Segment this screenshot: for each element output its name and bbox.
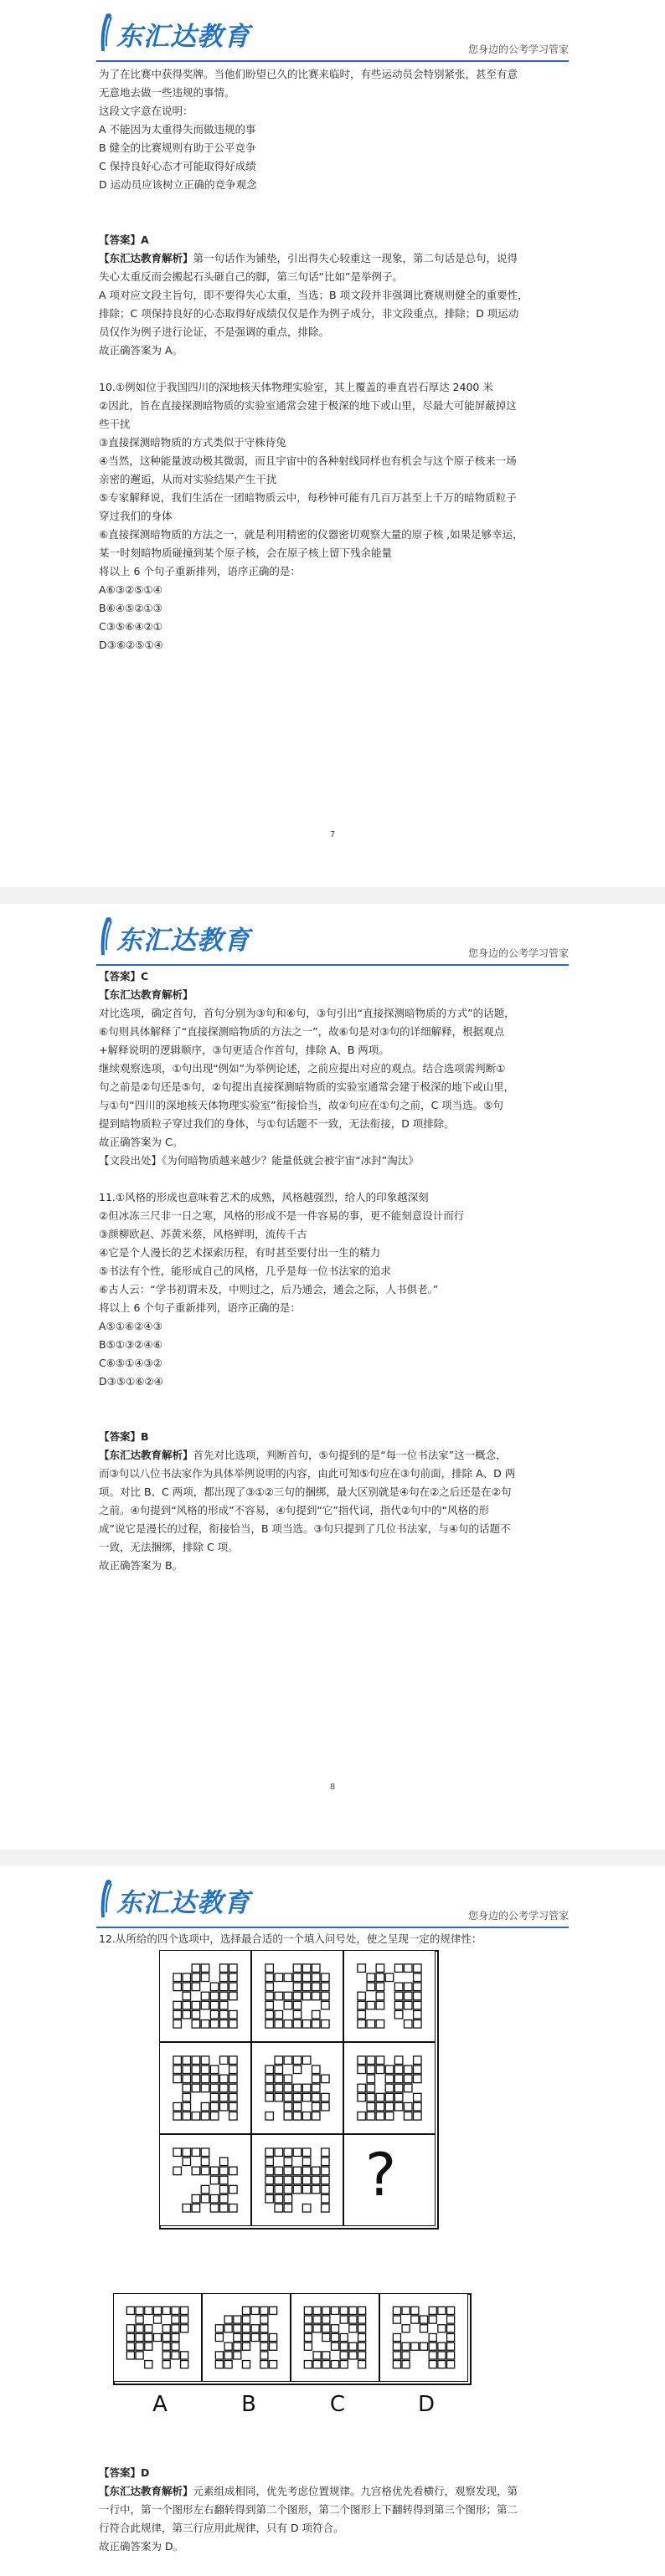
header-tagline: 您身边的公考学习管家 — [467, 44, 569, 55]
analysis-line: 故正确答案为 C。 — [99, 1136, 183, 1148]
analysis-line: 【东汇达教育解析】第一句话作为铺垫，引出得失心较重这一现象，第二句话是总句，说得 — [99, 252, 518, 264]
option-label-d[interactable]: D — [417, 2392, 436, 2417]
puzzle-cell — [343, 2042, 436, 2134]
analysis-line: 【东汇达教育解析】首先对比选项，判断首句，⑤句提到的是“每一位书法家”这一概念， — [99, 1449, 507, 1461]
puzzle-cell — [251, 2042, 343, 2134]
analysis-label: 【东汇达教育解析】 — [99, 1449, 193, 1461]
text-line: 无意地去做一些违规的事情。 — [99, 86, 235, 99]
answer-line: 【答案】A — [99, 233, 149, 246]
source-line: 【文段出处】《为何暗物质越来越少？能量低就会被宇宙“冰封”淘汰》 — [99, 1154, 419, 1167]
analysis-line: 一致，无法捆绑，排除 C 项。 — [99, 1541, 239, 1553]
question-line: 穿过我们的身体 — [99, 510, 173, 522]
analysis-line: 故正确答案为 A。 — [99, 344, 183, 357]
option-row — [113, 2293, 472, 2385]
question-line: ②因此，旨在直接探测暗物质的实验室通常会建于极深的地下或山里，尽最大可能屏蔽掉这 — [99, 399, 517, 412]
option-figure[interactable] — [291, 2293, 379, 2382]
page-header — [96, 12, 569, 62]
brand-logo — [96, 12, 250, 55]
question-line: 将以上 6 个句子重新排列，语序正确的是： — [99, 565, 301, 577]
analysis-line: 对比选项，确定首句，首句分别为③句和⑥句，③句引出“直接探测暗物质的方式”的话题， — [99, 1007, 515, 1019]
pen-logo-icon — [96, 916, 115, 958]
brand-logo — [96, 1878, 250, 1922]
block-pattern-figure — [160, 2043, 250, 2133]
text-line: 为了在比赛中获得奖牌。当他们盼望已久的比赛来临时，有些运动员会特别紧张，甚至有意 — [99, 68, 518, 80]
analysis-line: 一行中，第一个图形左右翻转得到第二个图形，第二个图形上下翻转得到第三个图形；第二 — [99, 2503, 518, 2516]
analysis-line: +解释说明的逻辑顺序，③句更适合作首句，排除 A、B 两项。 — [99, 1044, 389, 1056]
block-pattern-figure — [344, 2043, 435, 2133]
block-pattern-figure — [114, 2294, 201, 2381]
question-line: ③颜柳欧赵、苏黄米蔡，风格鲜明，流传千古 — [99, 1228, 307, 1240]
analysis-line: 之前。④句提到“风格的形成”不容易，④句提到“它”指代词，指代②句中的“风格的形 — [99, 1504, 489, 1516]
question-line: 11.①风格的形成也意味着艺术的成熟，风格越强烈，给人的印象越深刻 — [99, 1191, 429, 1203]
analysis-line: 行符合此规律，第三行应用此规律，只有 D 项符合。 — [99, 2522, 344, 2534]
document-page-7 — [0, 0, 665, 887]
page-header — [96, 1878, 569, 1928]
analysis-line: 故正确答案为 B。 — [99, 1559, 183, 1572]
option-line: B 健全的比赛规则有助于公平竞争 — [99, 141, 256, 154]
page-header — [96, 916, 569, 966]
page-number: 7 — [329, 830, 336, 839]
analysis-line: 故正确答案为 D。 — [99, 2540, 184, 2553]
analysis-line: 提到暗物质粒子穿过我们的身体，与①句话题不一致，无法衔接，D 项排除。 — [99, 1117, 455, 1130]
option-line: C⑥⑤①④③② — [99, 1357, 162, 1369]
question-line: ③直接探测暗物质的方式类似于守株待兔 — [99, 436, 286, 449]
option-figure[interactable] — [113, 2293, 202, 2382]
option-line: D③⑥②⑤①④ — [99, 639, 163, 651]
analysis-line: ⑥句则具体解释了“直接探测暗物质的方法之一”，故⑥句是对③句的详细解释，根据观点 — [99, 1025, 505, 1038]
header-tagline: 您身边的公考学习管家 — [467, 947, 569, 959]
block-pattern-figure — [160, 1951, 250, 2041]
analysis-line: 项。对比 B、C 两项，都出现了③①②三句的捆绑，最大区别就是④句在②之后还是在②句 — [99, 1486, 512, 1498]
analysis-line: 排除；C 项保持良好的心态取得好成绩仅仅是作为例子成分，非文段重点，排除；D 项运动 — [99, 307, 519, 320]
question-line: ⑥古人云：“学书初谓未及，中则过之，后乃通会，通会之际，人书俱老。” — [99, 1283, 439, 1296]
page-body — [99, 2464, 568, 2556]
question-line: ⑤书法有个性，能形成自己的风格，几乎是每一位书法家的追求 — [99, 1265, 391, 1277]
block-pattern-figure — [252, 2043, 343, 2133]
question-line: 亲密的邂逅，从而对实验结果产生干扰 — [99, 473, 277, 485]
page-body — [99, 967, 568, 1575]
question-line: ⑥直接探测暗物质的方法之一，就是利用精密的仪器密切观察大量的原子核 ,如果足够幸运， — [99, 528, 523, 541]
block-pattern-figure — [252, 1951, 343, 2041]
block-pattern-figure — [252, 2135, 343, 2225]
block-pattern-figure — [344, 1951, 435, 2041]
option-line: A⑤①⑥②④③ — [99, 1320, 162, 1332]
option-line: C③⑤⑥④②① — [99, 620, 162, 633]
analysis-label: 【东汇达教育解析】 — [99, 2485, 193, 2497]
puzzle-cell — [159, 2134, 251, 2226]
block-pattern-figure — [380, 2294, 467, 2381]
question-line: 12.从所给的四个选项中，选择最合适的一个填入问号处，使之呈现一定的规律性： — [99, 1932, 482, 1945]
answer-line: 【答案】C — [99, 970, 149, 983]
question-mark: ? — [365, 2141, 397, 2209]
option-figure[interactable] — [202, 2293, 291, 2382]
option-label-a[interactable]: A — [152, 2392, 168, 2417]
header-rule — [96, 60, 569, 62]
pen-logo-icon — [96, 13, 115, 54]
logo-text: 东汇达教育 — [116, 1887, 250, 1918]
option-line: D 运动员应该树立正确的竞争观念 — [99, 178, 257, 191]
option-line: A⑥③②⑤①④ — [99, 583, 162, 596]
document-page-8 — [0, 904, 665, 1850]
question-line: 某一时刻暗物质碰撞到某个原子核，会在原子核上留下残余能量 — [99, 547, 393, 559]
analysis-line: 句之前是②句还是⑤句，②句提出直接探测暗物质的实验室通常会建于极深的地下或山里， — [99, 1080, 515, 1093]
analysis-line: A 项对应文段主旨句，即不要得失心太重，当选；B 项文段并非强调比赛规则健全的重要性， — [99, 289, 528, 301]
puzzle-cell — [159, 2042, 251, 2134]
question-line: ②但冰冻三尺非一日之寒，风格的形成不是一件容易的事，更不能刻意设计而行 — [99, 1209, 465, 1222]
option-label-c[interactable]: C — [329, 2392, 346, 2417]
option-line: A 不能因为太重得失而做违规的事 — [99, 123, 256, 136]
block-pattern-figure — [203, 2294, 290, 2381]
puzzle-grid — [159, 1950, 439, 2230]
brand-logo — [96, 916, 250, 959]
question-line: 10.①例如位于我国四川的深地核天体物理实验室，其上覆盖的垂直岩石厚达 2400 米 — [99, 381, 493, 393]
puzzle-cell — [251, 2134, 343, 2226]
analysis-line: 而③句以八位书法家作为具体举例说明的内容，由此可知⑤句应在③句前面，排除 A、D 两 — [99, 1467, 516, 1480]
analysis-line: 成”说它是漫长的过程，衔接恰当，B 项当选。③句只提到了几位书法家，与④句的话题不 — [99, 1522, 511, 1535]
option-label-b[interactable]: B — [241, 2392, 256, 2417]
option-line: B⑥④⑤②①③ — [99, 602, 162, 614]
analysis-line: 【东汇达教育解析】元素组成相同，优先考虑位置规律。九宫格优先看横行，观察发现，第 — [99, 2485, 518, 2497]
question-line: ④它是个人漫长的艺术探索历程，有时甚至要付出一生的精力 — [99, 1246, 381, 1259]
answer-line: 【答案】B — [99, 1430, 149, 1443]
option-line: B⑤①③②④⑥ — [99, 1338, 162, 1351]
block-pattern-figure — [160, 2135, 250, 2225]
analysis-line: 员仅作为例子进行论证，不是强调的重点，排除。 — [99, 326, 330, 338]
option-figure[interactable] — [379, 2293, 468, 2382]
logo-text: 东汇达教育 — [116, 925, 250, 956]
puzzle-cell — [159, 1950, 251, 2042]
question-line: ⑤专家解释说，我们生活在一团暗物质云中，每秒钟可能有几百万甚至上千万的暗物质粒子 — [99, 491, 517, 504]
puzzle-cell — [343, 1950, 436, 2042]
answer-line: 【答案】D — [99, 2466, 150, 2479]
document-page-9 — [0, 1866, 665, 2576]
option-line: C 保持良好心态才可能取得好成绩 — [99, 160, 256, 172]
logo-text: 东汇达教育 — [116, 21, 250, 52]
page-number: 8 — [329, 1783, 336, 1792]
header-tagline: 您身边的公考学习管家 — [467, 1910, 569, 1922]
analysis-line: 与①句“四川的深地核天体物理实验室”衔接恰当，故②句应在①句之前，C 项当选。⑤句 — [99, 1099, 503, 1111]
question-line: 将以上 6 个句子重新排列，语序正确的是： — [99, 1301, 301, 1314]
text-line: 这段文字意在说明： — [99, 105, 193, 117]
analysis-label: 【东汇达教育解析】 — [99, 988, 193, 1001]
question-12-stem — [99, 1930, 568, 1948]
question-line: ④当然，这种能量波动极其微弱，而且宇宙中的各种射线同样也有机会与这个原子核来一场 — [99, 454, 517, 467]
block-pattern-figure — [291, 2294, 379, 2381]
header-rule — [96, 1927, 569, 1928]
pen-logo-icon — [96, 1879, 115, 1921]
question-line: 些干扰 — [99, 418, 131, 430]
analysis-line: 失心太重反而会搬起石头砸自己的脚，第三句话“比如”是举例子。 — [99, 270, 403, 283]
analysis-label: 【东汇达教育解析】 — [99, 252, 193, 264]
page-body — [99, 65, 568, 654]
header-rule — [96, 964, 569, 966]
puzzle-cell — [251, 1950, 343, 2042]
analysis-line: 继续观察选项，①句出现“例如”为举例论述，之前应提出对应的观点。结合选项需判断① — [99, 1062, 506, 1075]
option-line: D③⑤①⑥②④ — [99, 1375, 163, 1388]
